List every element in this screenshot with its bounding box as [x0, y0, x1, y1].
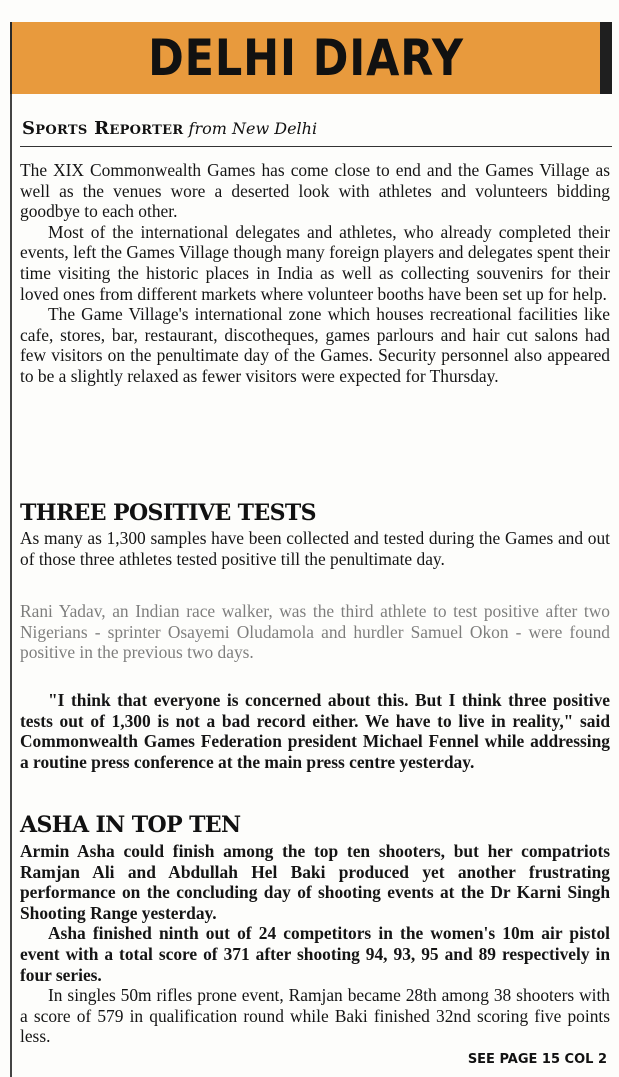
intro-paragraph-2: Most of the international delegates and athletes, who already completed their events, left the Games Village though many foreign players and delegates spent their time visiting the historic places in India as well as collecting souvenirs for their loved ones from different markets where volunteer booths have been set up for help.	[20, 221, 610, 304]
section-asha-in-top-ten	[20, 841, 610, 1047]
section1-paragraph-3: "I think that everyone is concerned about this. But I think three positive tests out of 1,300 is not a bad record either. We have to live in reality," said Commonwealth Games Federation president Michael Fennel while addressing a routine press conference at the main press centre yesterday.	[20, 690, 610, 772]
section-three-positive-tests	[20, 528, 610, 569]
masthead-banner	[10, 22, 612, 94]
byline-rule	[20, 146, 612, 147]
byline-location: from New Delhi	[188, 119, 318, 138]
section1-paragraph-2-misregistered	[20, 601, 610, 663]
left-column-rule	[10, 94, 12, 1077]
intro-text	[20, 160, 610, 387]
section2-paragraph-2: Asha finished ninth out of 24 competitors in the women's 10m air pistol event with a total score of 371 after shooting 94, 93, 95 and 89 respectively in four series.	[20, 923, 610, 985]
byline	[22, 118, 317, 139]
continued-on-page-reference: SEE PAGE 15 COL 2	[464, 1052, 607, 1067]
intro-paragraph-1: The XIX Commonwealth Games has come close to end and the Games Village as well as the venues wore a deserted look with athletes and volunteers bidding goodbye to each other.	[20, 160, 610, 222]
section1-paragraph-2: Rani Yadav, an Indian race walker, was the third athlete to test positive after two Nigerians - sprinter Osayemi Oludamola and hurdler Samuel Okon - were found positive in the previous two days.	[20, 601, 610, 663]
column-title: DELHI DIARY	[148, 29, 464, 87]
masthead-accent-bar	[600, 22, 612, 94]
heading-asha-in-top-ten: ASHA IN TOP TEN	[20, 812, 241, 838]
byline-reporter: Sports Reporter	[22, 118, 184, 139]
section2-paragraph-3: In singles 50m rifles prone event, Ramjan became 28th among 38 shooters with a score of 579 in qualification round while Baki finished 32nd scoring five points less.	[20, 985, 610, 1047]
heading-three-positive-tests: THREE POSITIVE TESTS	[20, 500, 316, 526]
intro-paragraph-3: The Game Village's international zone which houses recreational facilities like cafe, stores, bar, restaurant, discotheques, games parlours and hair cut salons had few visitors on the penultimate day of the Games. Security personnel also appeared to be a slightly relaxed as fewer visitors were expected for Thursday.	[20, 304, 610, 386]
section1-paragraph-1: As many as 1,300 samples have been collected and tested during the Games and out of those three athletes tested positive till the penultimate day.	[20, 528, 610, 569]
section2-paragraph-1: Armin Asha could finish among the top ten shooters, but her compatriots Ramjan Ali and Abdullah Hel Baki produced yet another frustrating performance on the concluding day of shooting events at the Dr Karni Singh Shooting Range yesterday.	[20, 841, 610, 923]
section1-quote	[20, 690, 610, 772]
